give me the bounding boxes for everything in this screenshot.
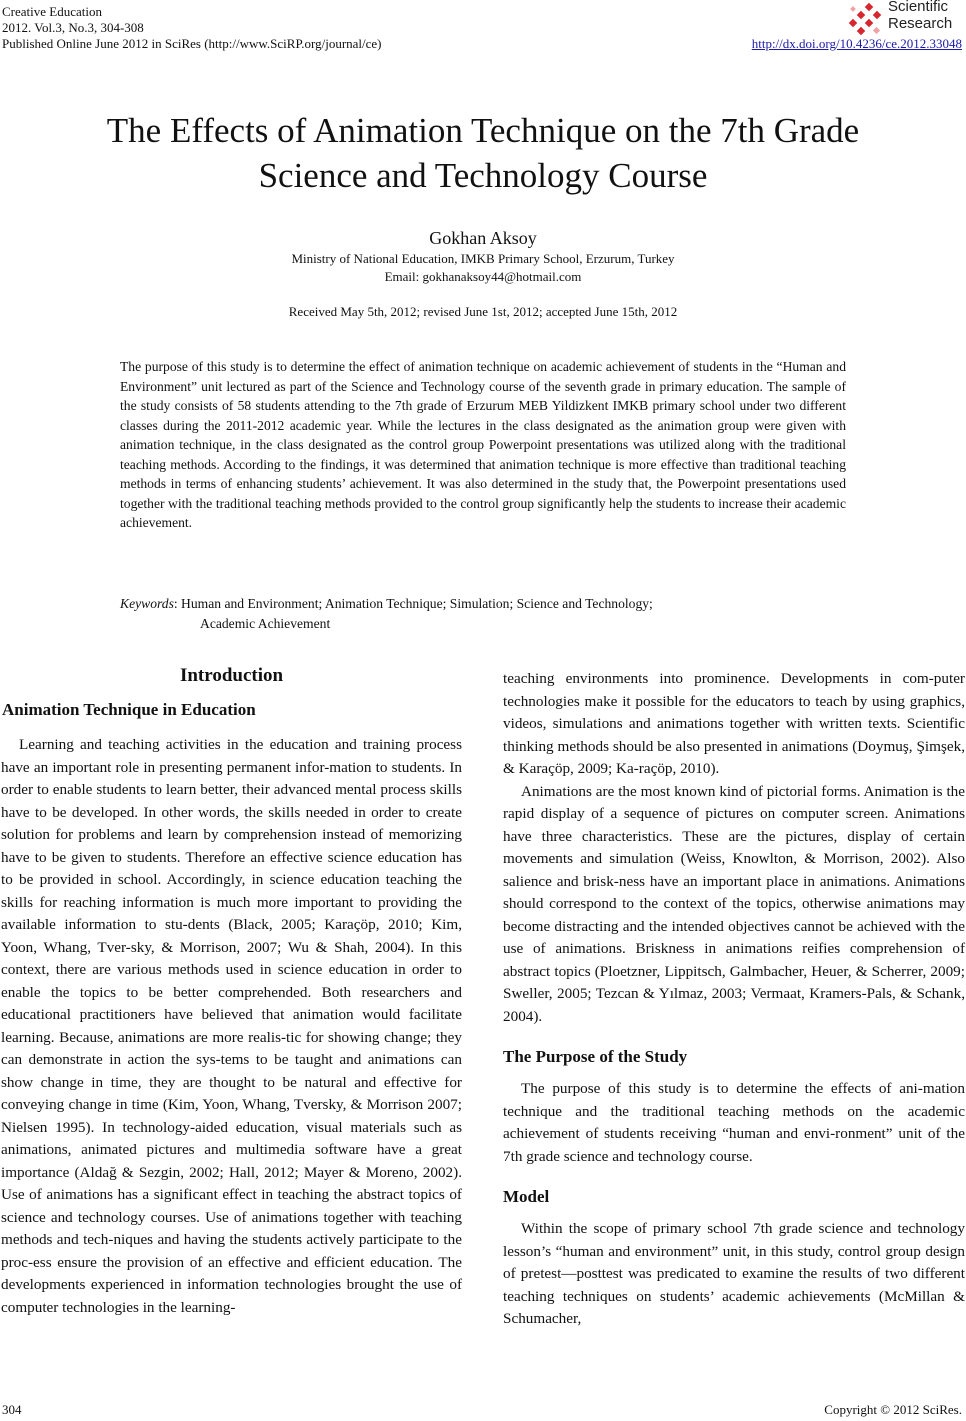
author-affiliation-block — [0, 250, 966, 286]
journal-name: Creative Education — [2, 4, 102, 19]
section-heading-introduction: Introduction — [179, 665, 284, 686]
section-heading-model: Model — [503, 1187, 550, 1206]
author-affiliation: Ministry of National Education, IMKB Primary School, Erzurum, Turkey — [291, 251, 675, 266]
page-number: 304 — [2, 1402, 22, 1417]
paragraph: The purpose of this study is to determine the effects of ani-mation technique and the traditional teaching methods on the academic achievement of students receiving “human and envi-ronment” unit of the 7th grade science and technology course. — [503, 1080, 965, 1165]
keywords-label: Keywords — [120, 596, 174, 611]
left-column — [1, 734, 462, 1319]
author-name: Gokhan Aksoy — [429, 228, 537, 248]
keywords — [120, 594, 846, 633]
title-line-1: The Effects of Animation Technique on the 7th Grade — [106, 111, 860, 150]
paragraph: Within the scope of primary school 7th grade science and technology lesson’s “human and environment” unit, in this study, control group design of pretest—posttest was predicated to examine the results of two different teaching techniques on students’ academic achievements (McMillan & Schumacher, — [503, 1220, 965, 1327]
author-email: Email: gokhanaksoy44@hotmail.com — [384, 269, 582, 284]
keywords-line-1: : Human and Environment; Animation Technique; Simulation; Science and Technology; — [173, 596, 653, 611]
journal-header — [2, 4, 382, 52]
paragraph: Learning and teaching activities in the education and training process have an important role in presenting permanent infor-mation to students. In order to enable students to learn better, their advanced mental process skills have to be developed. In other words, the skills needed in order to create solution for problems and learn by comprehension instead of memorizing have to be given to students. Therefore an effective science education has to be provided in school. Accordingly, in science education teaching the skills for reaching information is much more important to providing the available information to stu-dents (Black, 2005; Karaçöp, 2010; Kim, Yoon, Whang, Tver-sky, & Morrison, 2007; Wu & Shah, 2004). In this context, there are various methods used in science education in order to enable the topics to be better comprehended. Both researchers and educational practitioners have believed that animation would facilitate learning. Because, animations are more realis-tic for showing change; they can demonstrate in action the sys-tems to be taught and animations can show change in time, they are thought to be natural and effective for conveying change in time (Kim, Yoon, Whang, Tversky, & Morrison 2007; Nielsen 1995). In technology-aided education, visual materials such as animations, animated pictures and multimedia software have a great importance (Aldağ & Sezgin, 2002; Hall, 2012; Mayer & Moreno, 2002). Use of animations has a significant effect in teaching the abstract topics of science and technology courses. Use of animations together with teaching methods and tech-niques and having the students actively participate to the proc-ess ensure the provision of an effective and efficient education. The developments experienced in information technologies brought the use of computer technologies in the learning- — [1, 736, 462, 1316]
keywords-line-2: Academic Achievement — [200, 615, 331, 631]
journal-volume: 2012. Vol.3, No.3, 304-308 — [2, 20, 144, 35]
paper-title — [0, 108, 966, 198]
logo-line-2: Research — [888, 15, 953, 32]
diamond-dots-logo-icon — [848, 2, 888, 38]
paragraph: teaching environments into prominence. Developments in com-puter technologies make it possible for the educators to teach by using graphics, videos, simulations and animations together with written texts. Scientific thinking methods should be also presented in animations (Doymuş, Şimşek, & Karaçöp, 2009; Ka-raçöp, 2010). — [503, 670, 965, 777]
received-dates: Received May 5th, 2012; revised June 1st, 2012; accepted June 15th, 2012 — [288, 304, 678, 319]
right-column — [503, 668, 965, 1331]
publication-info: Published Online June 2012 in SciRes (http://www.SciRP.org/journal/ce) — [2, 36, 382, 51]
section-heading-animation-technique: Animation Technique in Education — [2, 700, 256, 719]
title-line-2: Science and Technology Course — [258, 156, 708, 195]
section-heading-purpose: The Purpose of the Study — [503, 1047, 688, 1066]
publisher-logo — [848, 0, 960, 42]
doi-link[interactable]: http://dx.doi.org/10.4236/ce.2012.33048 — [751, 36, 962, 51]
abstract: The purpose of this study is to determine the effect of animation technique on academic achievement of students in the “Human and Environment” unit lectured as part of the Science and Technology course of the seventh grade in primary education. The sample of the study consists of 58 students attending to the 7th grade of Erzurum MEB Yildizkent IMKB primary school under two different classes during the 2011-2012 academic year. While the lectures in the class designated as the animation group were given with animation technique, in the class designated as the control group Powerpoint presentations was utilized along with the traditional teaching methods. According to the findings, it was determined that animation technique is more effective than traditional teaching methods in terms of enhancing students’ achievement. It was also determined in the study that, the Powerpoint presentations used together with the traditional teaching methods provided to the control group significantly help the students to increase their academic achievement. — [120, 359, 846, 530]
logo-wordmark — [888, 0, 952, 32]
copyright: Copyright © 2012 SciRes. — [824, 1402, 962, 1417]
paragraph: Animations are the most known kind of pictorial forms. Animation is the rapid display of a sequence of pictures on computer screen. Animations have three characteristics. These are the pictures, display of certain movements and simulation (Weiss, Knowlton, & Morrison, 2002). Also salience and brisk-ness have an important place in animations. Animations should correspond to the context of the topics, otherwise animations may become distracting and the intended objectives cannot be achieved with the use of animations. Briskness in animations reifies comprehension of abstract topics (Ploetzner, Lippitsch, Galmbacher, Heuer, & Scherrer, 2009; Sweller, 2005; Tezcan & Yılmaz, 2003; Vermaat, Kramers-Pals, & Schank, 2004). — [503, 782, 965, 1025]
logo-line-1: Scientific — [888, 0, 949, 15]
